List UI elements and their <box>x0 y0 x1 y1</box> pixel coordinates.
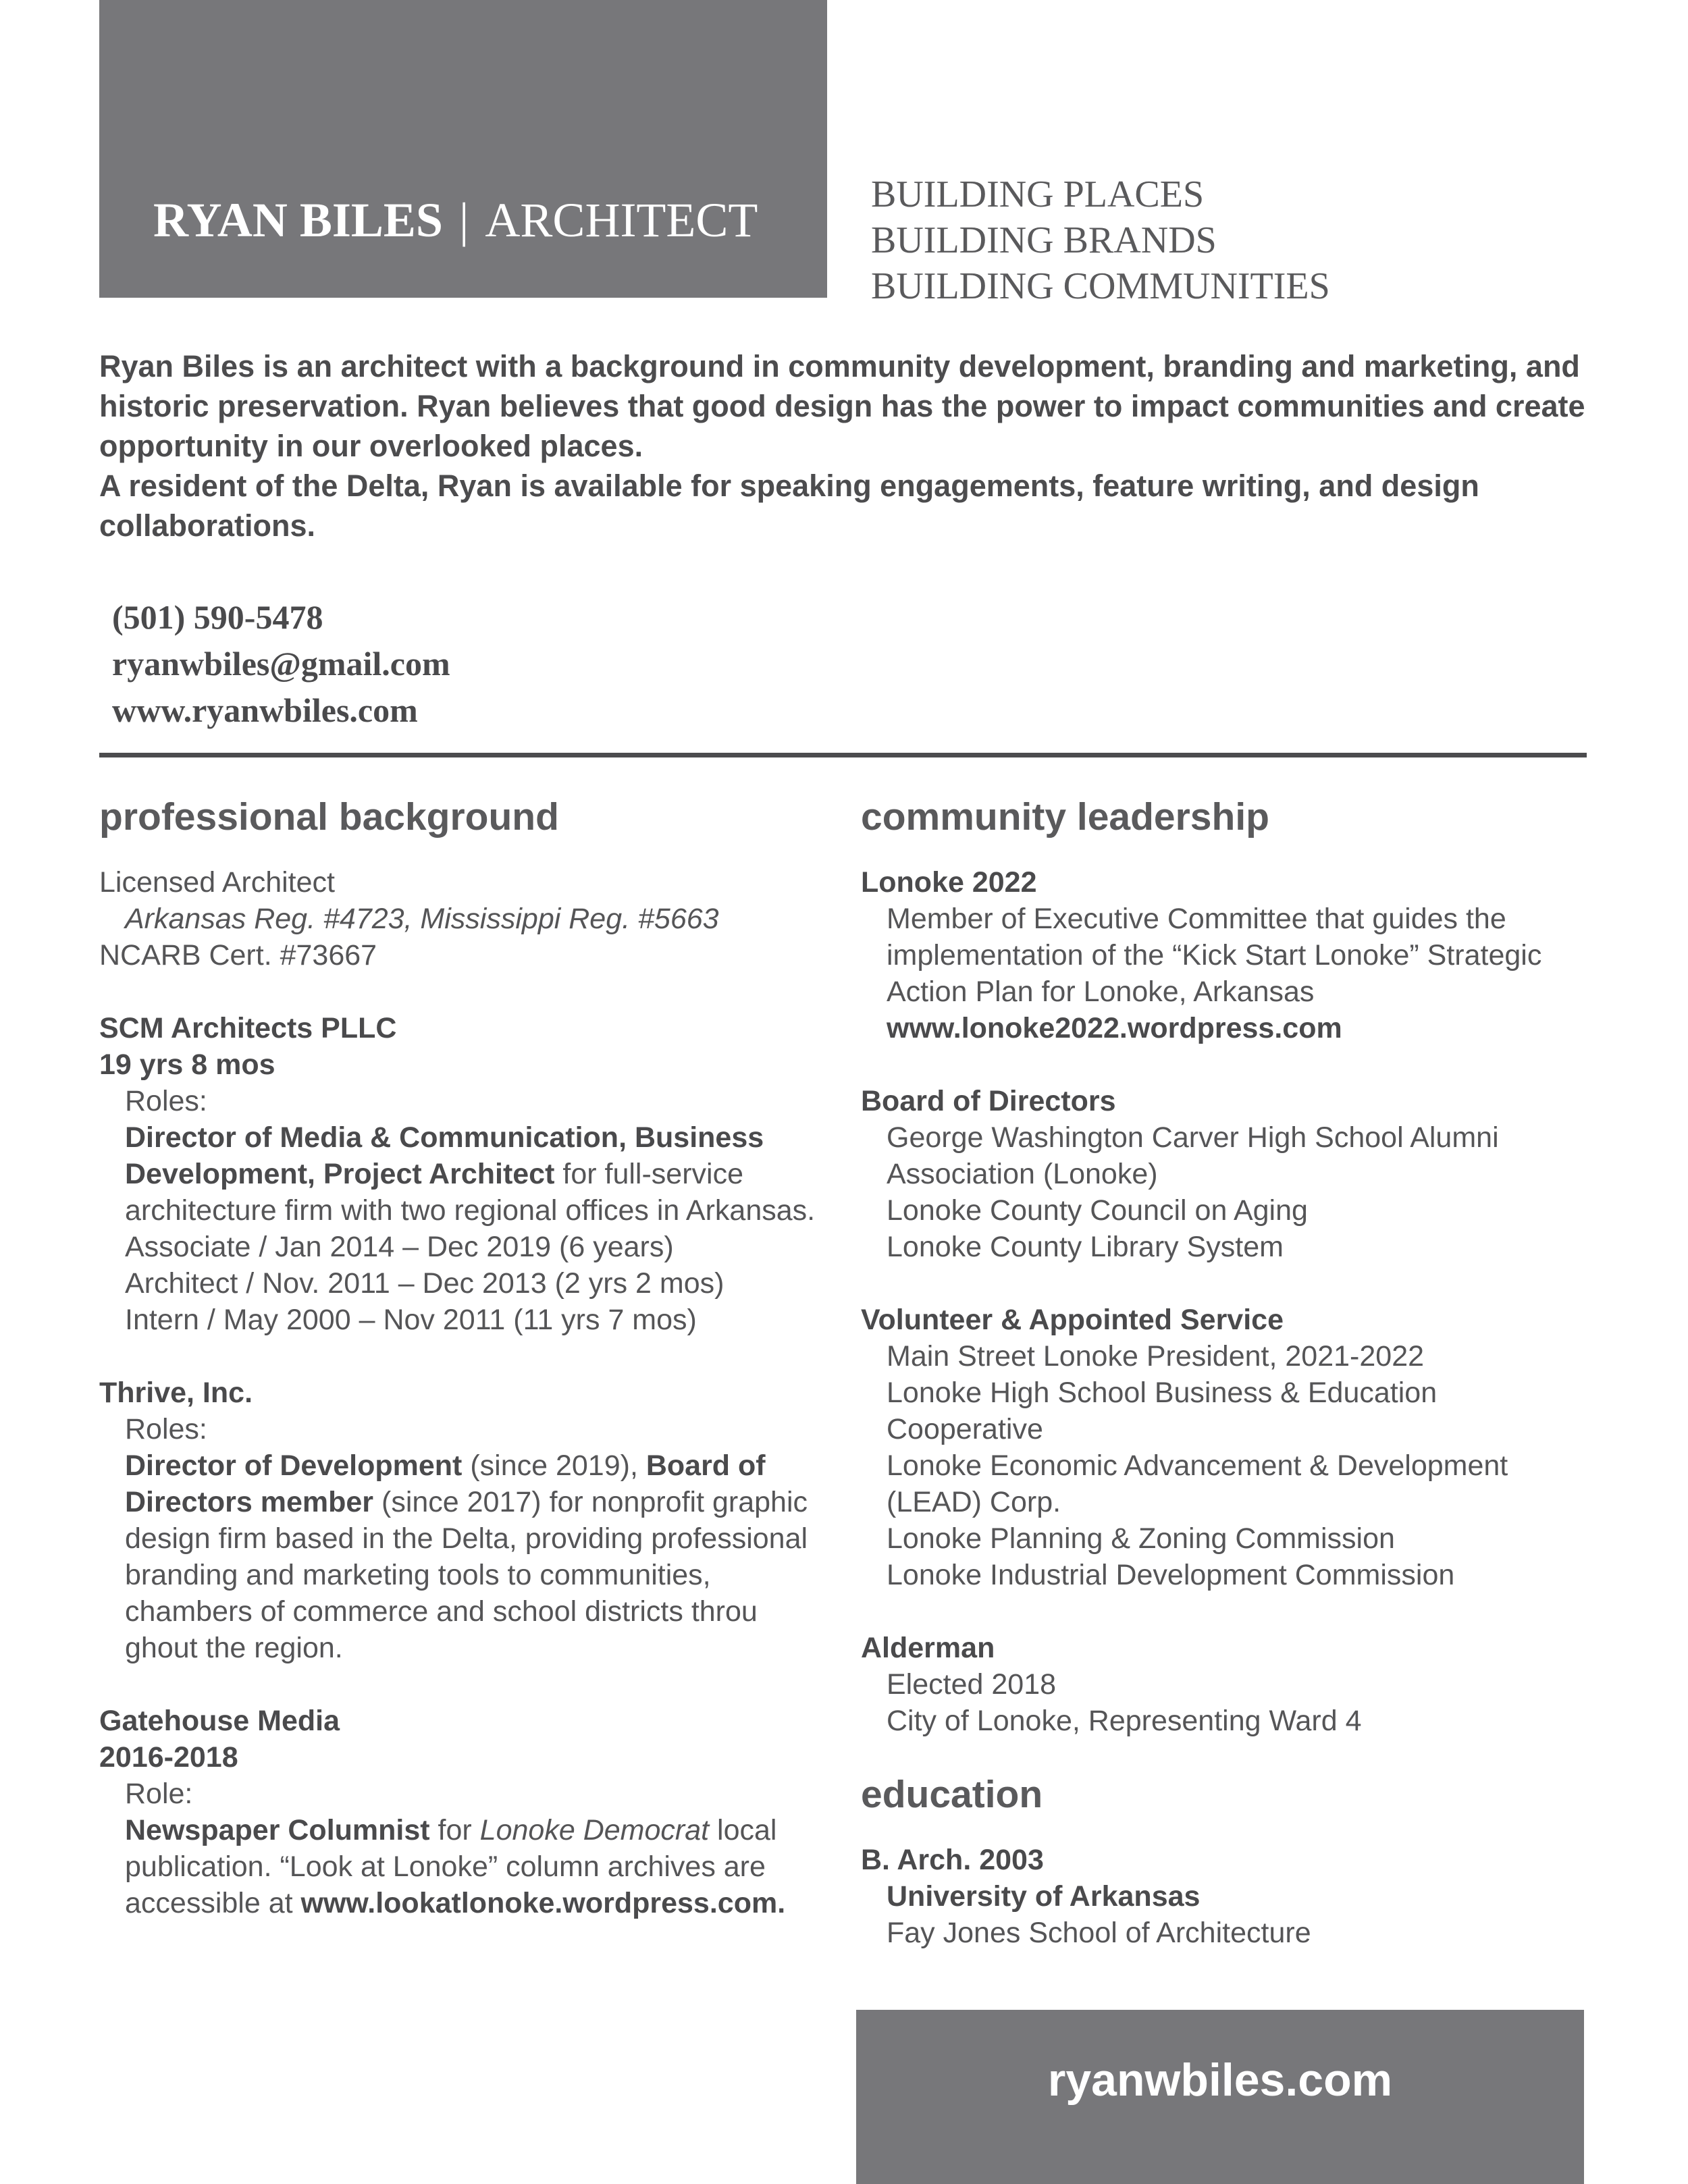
volunteer-block <box>861 1302 1597 1593</box>
role1-bold: Director of Development <box>125 1449 463 1482</box>
list-item: Lonoke Economic Advancement & Development (LEAD) Corp. <box>887 1449 1508 1518</box>
company-name: Thrive, Inc. <box>99 1377 253 1409</box>
contact-block <box>112 594 450 734</box>
tagline-item: BUILDING COMMUNITIES <box>871 265 1330 307</box>
block-heading: Lonoke 2022 <box>861 866 1037 899</box>
job-thrive <box>99 1375 835 1666</box>
list-item: Lonoke High School Business & Education Cooperative <box>887 1377 1438 1445</box>
role-history: Intern / May 2000 – Nov 2011 (11 yrs 7 mos) <box>125 1304 697 1336</box>
phone-number[interactable]: (501) 590-5478 <box>112 598 323 636</box>
role2-bold: Board of Directors member <box>125 1449 766 1518</box>
intro-summary <box>99 346 1605 545</box>
list-item: Lonoke County Library System <box>887 1231 1284 1263</box>
roles-description <box>99 1119 835 1229</box>
list-item: George Washington Carver High School Alumni Association (Lonoke) <box>887 1121 1499 1190</box>
section-title-community: community leadership <box>861 795 1269 838</box>
tagline-item: BUILDING PLACES <box>871 174 1205 215</box>
role-history: Architect / Nov. 2011 – Dec 2013 (2 yrs 2 mos) <box>125 1267 724 1300</box>
roles-tail: ghout the region. <box>125 1632 343 1664</box>
education-block <box>861 1842 1597 1951</box>
section-divider <box>99 753 1587 757</box>
school-name: University of Arkansas <box>887 1880 1201 1913</box>
section-title-professional: professional background <box>99 795 559 838</box>
job-gatehouse <box>99 1703 835 1921</box>
list-item: City of Lonoke, Representing Ward 4 <box>887 1705 1362 1737</box>
tagline-item: BUILDING BRANDS <box>871 219 1217 261</box>
profession-text: ARCHITECT <box>485 193 758 247</box>
lonoke2022-block <box>861 864 1597 1046</box>
license-registrations: Arkansas Reg. #4723, Mississippi Reg. #5663 <box>125 903 719 935</box>
degree: B. Arch. 2003 <box>861 1844 1044 1876</box>
block-heading: Board of Directors <box>861 1085 1116 1117</box>
job-duration: 19 yrs 8 mos <box>99 1048 275 1081</box>
intro-paragraph: A resident of the Delta, Ryan is available for speaking engagements, feature writing, and design collaborations. <box>99 469 1479 543</box>
roles-label: Roles: <box>125 1085 207 1117</box>
archive-link[interactable]: www.lookatlonoke.wordpress.com. <box>300 1887 786 1919</box>
lonoke2022-link[interactable]: www.lonoke2022.wordpress.com <box>887 1012 1342 1044</box>
roles-bold: Director of Media & Communication, Business Development, Project Architect <box>125 1121 764 1190</box>
roles-desc: for full-service architecture firm with two regional offices in Arkansas. <box>125 1158 816 1227</box>
tagline-list <box>871 171 1330 309</box>
publication-name: Lonoke Democrat <box>479 1814 710 1846</box>
list-item: Main Street Lonoke President, 2021-2022 <box>887 1340 1425 1373</box>
alderman-block <box>861 1630 1597 1739</box>
college-name: Fay Jones School of Architecture <box>887 1917 1311 1949</box>
roles-label: Roles: <box>125 1413 207 1445</box>
job-scm <box>99 1010 835 1338</box>
block-heading: Volunteer & Appointed Service <box>861 1304 1284 1336</box>
role1-rest: (since 2019), <box>462 1449 646 1482</box>
company-name: SCM Architects PLLC <box>99 1012 397 1044</box>
license-line: Licensed Architect <box>99 866 335 899</box>
roles-description <box>99 1447 835 1630</box>
header-name-title <box>153 193 758 247</box>
license-block <box>99 864 835 974</box>
list-item: Lonoke Industrial Development Commission <box>887 1559 1455 1591</box>
intro-paragraph: Ryan Biles is an architect with a background in community development, branding and marketing, and historic preservation. Ryan believes that good design has the power to impact communities and create opportunity in our overlooked places. <box>99 349 1585 463</box>
header-banner <box>99 0 827 298</box>
license-cert: NCARB Cert. #73667 <box>99 939 377 971</box>
job-years: 2016-2018 <box>99 1741 238 1774</box>
name-text: RYAN BILES <box>153 193 443 247</box>
role-for: for <box>429 1814 480 1846</box>
block-description: Member of Executive Committee that guides the implementation of the “Kick Start Lonoke” Strategic Action Plan for Lonoke, Arkansas <box>887 903 1542 1008</box>
list-item: Lonoke County Council on Aging <box>887 1194 1308 1227</box>
company-name: Gatehouse Media <box>99 1705 340 1737</box>
role-bold: Newspaper Columnist <box>125 1814 430 1846</box>
name-separator: | <box>458 193 469 247</box>
website-link[interactable]: www.ryanwbiles.com <box>112 691 418 729</box>
community-column <box>861 789 1597 1951</box>
role2-rest: (since 2017) for nonprofit graphic design firm based in the Delta, providing professional branding and marketing tools to communities, chambers of commerce and school districts throu <box>125 1486 808 1628</box>
role-label: Role: <box>125 1778 193 1810</box>
board-block <box>861 1083 1597 1265</box>
role-history: Associate / Jan 2014 – Dec 2019 (6 years) <box>125 1231 674 1263</box>
email-address[interactable]: ryanwbiles@gmail.com <box>112 645 450 683</box>
role-rest: local publication. “Look at Lonoke” column archives are accessible at <box>125 1814 777 1919</box>
professional-column <box>99 789 835 1921</box>
list-item: Elected 2018 <box>887 1668 1057 1701</box>
block-heading: Alderman <box>861 1632 995 1664</box>
list-item: Lonoke Planning & Zoning Commission <box>887 1522 1395 1555</box>
section-title-education: education <box>861 1773 1043 1816</box>
role-description <box>99 1812 835 1921</box>
footer-website-link[interactable]: ryanwbiles.com <box>1047 2054 1393 2106</box>
footer-banner <box>856 2010 1584 2184</box>
